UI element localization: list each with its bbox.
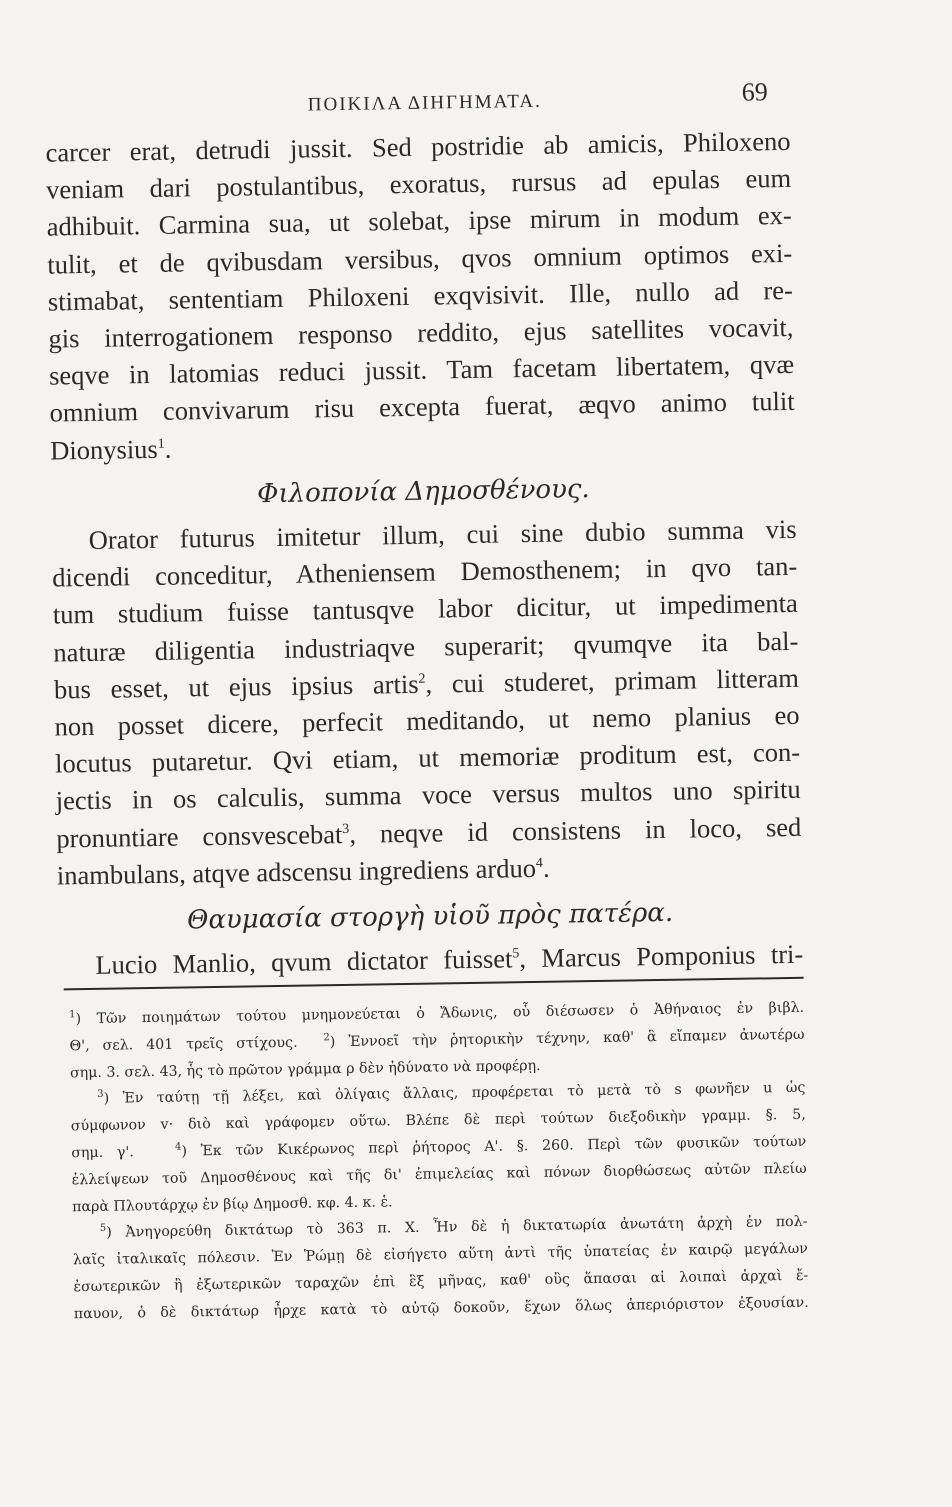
- text-fragment: ) Ἐκ τῶν Κικέρωνος περὶ ῥήτορος Α'. §. 260. Περὶ τῶν φυσικῶν τούτων: [181, 1133, 807, 1160]
- text-line: seqve in latomias reduci jussit. Tam facetam libertatem, qvæ: [48, 349, 795, 391]
- footnote-line: ἐλλείψεων τοῦ Δημοσθένους καὶ τῆς δι' ἐπιμελείας καὶ πόνων διορθώσεως αὐτῶν πλείω: [71, 1160, 807, 1189]
- text-fragment: Dionysius: [50, 433, 158, 466]
- running-head: ΠΟΙΚΙΛΑ ΔΙΗΓΗΜΑΤΑ.: [307, 90, 542, 116]
- section-heading-filial-love: Θαυμασία στοργὴ υἱοῦ πρὸς πατέρα.: [186, 897, 674, 936]
- page-number: 69: [741, 77, 768, 107]
- text-fragment: ) Ἀνηγορεύθη δικτάτωρ τὸ 363 π. Χ. Ἦν δὲ ἡ δικτατωρία ἀνωτάτη ἀρχὴ ἐν πολ-: [106, 1214, 808, 1242]
- text-line: Dionysius$^1$.: [50, 433, 172, 466]
- text-line: tum studium fuisse tantusqve labor dicitur, ut impedimenta: [52, 588, 798, 630]
- text-fragment: Lucio Manlio, qvum dictator fuisset: [95, 943, 513, 981]
- footnote-line: παυον, ὁ δὲ δικτάτωρ ἦρχε κατὰ τὸ αὐτῷ δοκοῦν, ἔχων ὅλως ἀπεριόριστον ἐξουσίαν.: [73, 1294, 809, 1323]
- section-heading-demosthenes: Φιλοπονία Δημοσθένους.: [256, 473, 590, 510]
- text-fragment: , Marcus Pomponius tri-: [519, 939, 804, 974]
- footnote-line: παρὰ Πλουτάρχῳ ἐν βίῳ Δημοσθ. κφ. 4. κ. ἑ.: [72, 1193, 393, 1215]
- text-fragment: pronuntiare consvescebat: [56, 818, 343, 854]
- paragraph-demosthenes: [51, 511, 802, 895]
- footnote-number: 4: [174, 1141, 182, 1153]
- footnotes: [69, 995, 809, 1328]
- text-fragment: Θ', σελ. 401 τρεῖς στίχους.: [69, 1034, 298, 1055]
- text-line: dicendi conceditur, Atheniensem Demosthenem; in qvo tan-: [52, 551, 798, 593]
- footnote-ref: 1: [157, 436, 165, 452]
- footnote-number: 2: [323, 1032, 330, 1044]
- footnote-number: 1: [69, 1009, 76, 1021]
- text-line: veniam dari postulantibus, exoratus, rursus ad epulas eum: [45, 163, 792, 205]
- text-fragment: σημ. γ'.: [71, 1144, 134, 1162]
- text-line: carcer erat, detrudi jussit. Sed postridie ab amicis, Philoxeno: [45, 125, 791, 168]
- text-fragment: bus esset, ut ejus ipsius artis: [53, 668, 419, 705]
- footnote-number: 5: [99, 1223, 107, 1235]
- text-line: naturæ diligentia industriaqve superarit; qvumqve ita bal-: [53, 625, 799, 668]
- footnote-number: 3: [97, 1089, 104, 1101]
- footnote-line: ἐσωτερικῶν ἢ ἐξωτερικῶν ταραχῶν ἐπὶ ἓξ μῆνας, καθ' οὓς ἅπασαι αἱ λοιπαὶ ἀρχαὶ ἔ-: [73, 1267, 809, 1296]
- text-fragment: , neqve id consistens in loco, sed: [349, 811, 802, 849]
- text-line: non posset dicere, perfecit meditando, ut nemo planius eo: [54, 699, 800, 742]
- text-line: tulit, et de qvibusdam versibus, qvos omnium optimos exi-: [47, 237, 793, 280]
- text-fragment: .: [542, 852, 550, 883]
- text-fragment: inambulans, atqve adscensu ingrediens arduo: [56, 852, 537, 891]
- text-fragment: ) Ἐννοεῖ τὴν ῥητορικὴν τέχνην, καθ' ἃ εἴπαμεν ἀνωτέρω: [329, 1026, 805, 1051]
- text-line: adhibuit. Carmina sua, ut solebat, ipse mirum in modum ex-: [46, 200, 792, 242]
- text-line: stimabat, sententiam Philoxeni exqvisivit. Ille, nullo ad re-: [47, 274, 794, 317]
- footnote-ref: 5: [512, 946, 520, 962]
- text-line: Orator futurus imitetur illum, cui sine dubio summa vis: [88, 513, 797, 555]
- text-fragment: ) Τῶν ποιημάτων τούτου μνημονεύεται ὁ Ἄδωνις, οὗ διέσωσεν ὁ Ἀθήναιος ἐν βιβλ.: [75, 999, 805, 1028]
- text-line: gis interrogationem responso reddito, ejus satellites vocavit,: [48, 311, 794, 354]
- footnote-line: σύμφωνον v· διὸ καὶ γράφομεν οὕτω. Βλέπε δὲ περὶ τούτων διεξοδικὴν γραμμ. §. 5,: [70, 1106, 806, 1135]
- footnote-line: σημ. 3. σελ. 43, ἧς τὸ πρῶτον γράμμα ρ δὲν ἠδύνατο νὰ προφέρῃ.: [69, 1057, 541, 1081]
- text-line: locutus putaretur. Qvi etiam, ut memoriæ proditum est, con-: [54, 737, 801, 779]
- text-line: omnium convivarum risu excepta fuerat, æqvo animo tulit: [49, 386, 795, 428]
- footnote-ref: 3: [342, 821, 350, 837]
- footnote-ref: 4: [535, 855, 543, 871]
- footnote-ref: 2: [418, 671, 426, 687]
- text-line: jectis in os calculis, summa voce versus multos uno spiritu: [55, 774, 801, 816]
- main-text: [45, 123, 803, 985]
- paragraph-dionysius: [45, 123, 795, 469]
- footnote-line: λαῖς ἰταλικαῖς πόλεσιν. Ἐν Ῥώμῃ δὲ εἰσήγετο αὕτη ἀντὶ τῆς ὑπατείας ἐν καιρῷ μεγάλων: [72, 1240, 809, 1269]
- text-fragment: , cui studeret, primam litteram: [425, 662, 800, 699]
- text-fragment: ) Ἐν ταύτῃ τῇ λέξει, καὶ ὀλίγαις ἄλλαις, προφέρεται τὸ μετὰ τὸ s φωνῆεν u ὡς: [103, 1080, 806, 1108]
